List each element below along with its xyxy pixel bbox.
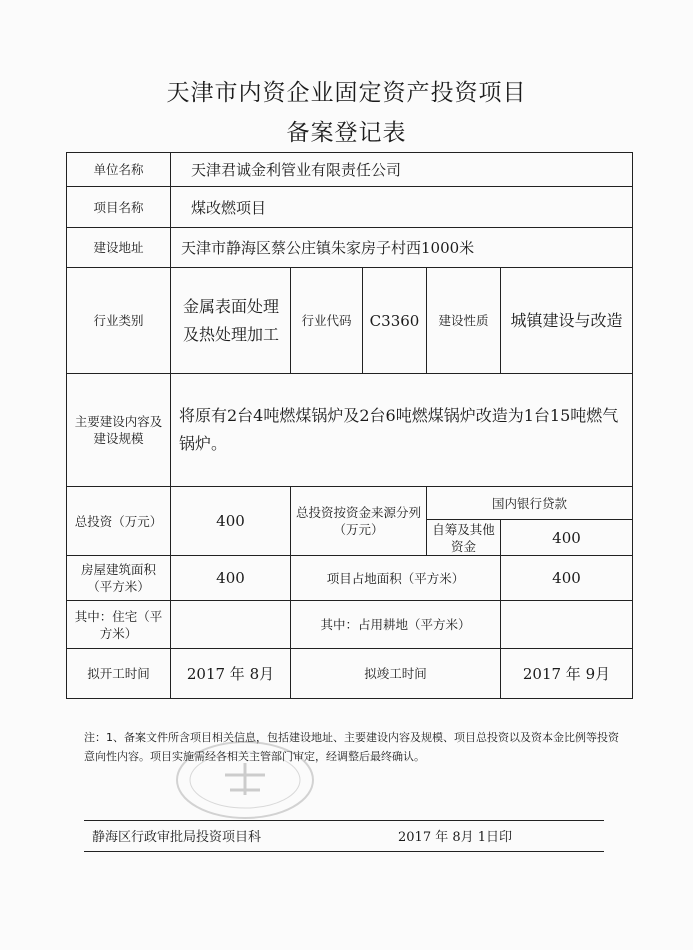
issuing-department: 静海区行政审批局投资项目科 — [92, 830, 262, 845]
scope-value: 将原有2台4吨燃煤锅炉及2台6吨燃煤锅炉改造为1台15吨燃气锅炉。 — [171, 374, 633, 487]
land-area-label: 项目占地面积（平方米） — [291, 556, 501, 601]
finish-label: 拟竣工时间 — [291, 649, 501, 699]
row-industry — [67, 268, 633, 374]
floor-area-value: 400 — [171, 556, 291, 601]
finish-value: 2017 年 9月 — [501, 649, 633, 699]
start-value: 2017 年 8月 — [171, 649, 291, 699]
self-fund-value: 400 — [501, 520, 633, 556]
project-name-label: 项目名称 — [67, 187, 171, 228]
farmland-value — [501, 601, 633, 649]
start-label: 拟开工时间 — [67, 649, 171, 699]
remarks-note: 注：1、备案文件所含项目相关信息，包括建设地址、主要建设内容及规模、项目总投资以及资本金比例等投资意向性内容。项目实施需经各相关主管部门审定，经调整后最终确认。 — [84, 731, 619, 763]
land-area-value: 400 — [501, 556, 633, 601]
self-fund-label: 自筹及其他资金 — [427, 520, 501, 556]
industry-label: 行业类别 — [67, 268, 171, 374]
row-project-name — [67, 187, 633, 228]
residential-value — [171, 601, 291, 649]
construction-nature-value: 城镇建设与改造 — [501, 268, 633, 374]
residential-label: 其中：住宅（平方米） — [67, 601, 171, 649]
floor-area-label: 房屋建筑面积（平方米） — [67, 556, 171, 601]
row-scope — [67, 374, 633, 487]
document-title: 天津市内资企业固定资产投资项目 — [166, 80, 527, 106]
row-schedule — [67, 649, 633, 699]
total-invest-label: 总投资（万元） — [67, 487, 171, 556]
registration-form-table — [66, 152, 633, 699]
scope-label: 主要建设内容及建设规模 — [67, 374, 171, 487]
site-value: 天津市静海区蔡公庄镇朱家房子村西1000米 — [171, 228, 633, 268]
row-unit-name — [67, 153, 633, 187]
construction-nature-label: 建设性质 — [427, 268, 501, 374]
row-area — [67, 556, 633, 601]
unit-name-value: 天津君诚金利管业有限责任公司 — [171, 153, 633, 187]
footer-top-rule — [84, 820, 604, 821]
issue-date: 2017 年 8月 1日印 — [398, 830, 513, 845]
row-site — [67, 228, 633, 268]
unit-name-label: 单位名称 — [67, 153, 171, 187]
bank-loan-label: 国内银行贷款 — [427, 487, 633, 520]
footer-bottom-rule — [84, 851, 604, 852]
site-label: 建设地址 — [67, 228, 171, 268]
fund-source-label: 总投资按资金来源分列（万元） — [291, 487, 427, 556]
industry-value: 金属表面处理及热处理加工 — [171, 268, 291, 374]
industry-code-value: C3360 — [363, 268, 427, 374]
row-investment-1 — [67, 487, 633, 520]
farmland-label: 其中：占用耕地（平方米） — [291, 601, 501, 649]
project-name-value: 煤改燃项目 — [171, 187, 633, 228]
row-sub-area — [67, 601, 633, 649]
total-invest-value: 400 — [171, 487, 291, 556]
document-subtitle: 备案登记表 — [286, 120, 407, 146]
industry-code-label: 行业代码 — [291, 268, 363, 374]
